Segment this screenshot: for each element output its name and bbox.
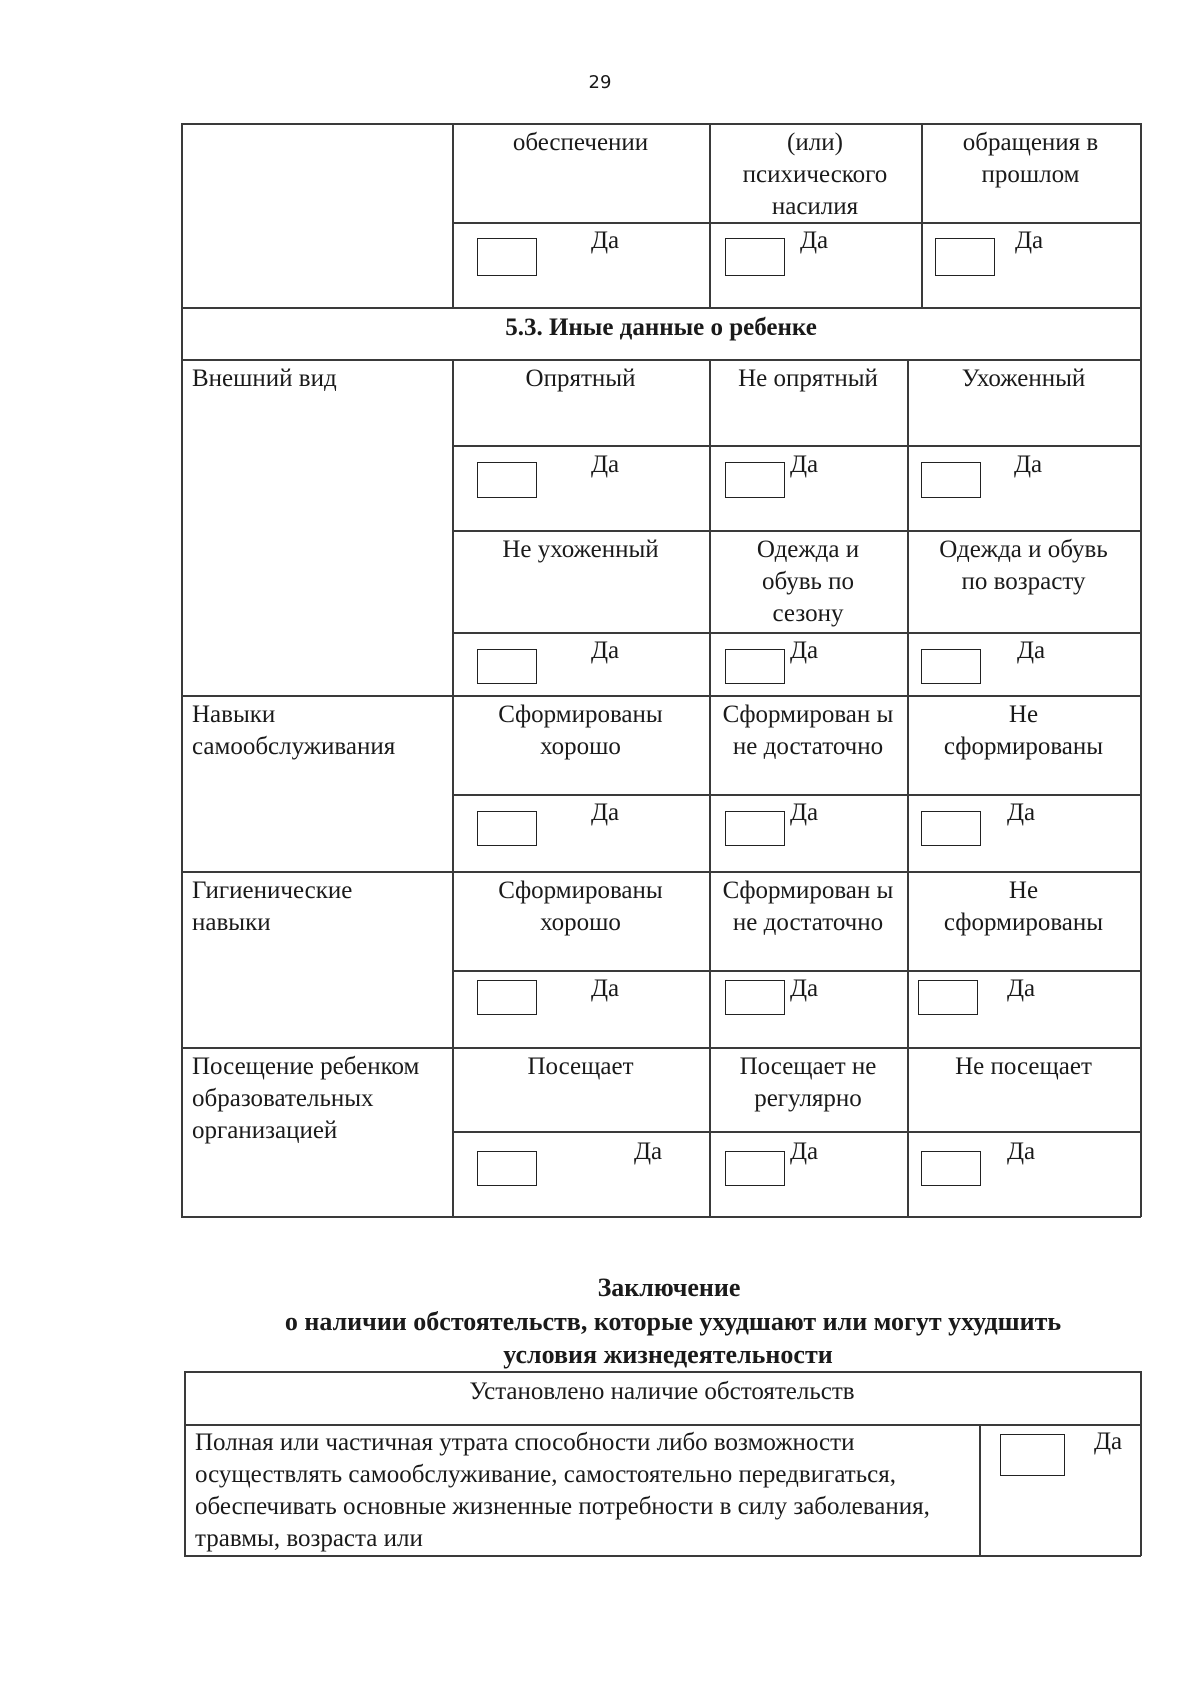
checkbox[interactable] xyxy=(921,649,981,684)
checkbox[interactable] xyxy=(725,649,785,684)
option-formed-insufficiently: Сформирован ы не достаточно xyxy=(722,877,894,936)
da-label: Да xyxy=(1007,975,1036,1002)
conclusion-subtitle: условия жизнедеятельности xyxy=(503,1340,833,1369)
da-label: Да xyxy=(790,451,819,478)
cell-obespechenii: обеспечении xyxy=(512,129,649,156)
da-label: Да xyxy=(591,637,620,664)
conclusion-title: Заключение xyxy=(597,1273,741,1302)
circumstance-text: Полная или частичная утрата способности либо возможности осуществлять самообслуживание, самостоятельно передвигаться, обеспечивать основные жизненные потребности в силу заболевания, травмы, возраста или xyxy=(195,1429,930,1552)
da-label: Да xyxy=(790,975,819,1002)
da-label: Да xyxy=(591,227,620,254)
checkbox[interactable] xyxy=(477,462,537,498)
label-hygiene: Гигиенические навыки xyxy=(192,877,353,936)
page-number: 29 xyxy=(588,72,612,93)
checkbox[interactable] xyxy=(725,462,785,498)
da-label: Да xyxy=(591,799,620,826)
checkbox[interactable] xyxy=(477,811,537,846)
cell-past-appeals: обращения в прошлом xyxy=(962,129,1099,188)
conclusion-subtitle: о наличии обстоятельств, которые ухудшают или могут ухудшить xyxy=(284,1307,1062,1336)
option-not-neat: Не опрятный xyxy=(738,365,878,392)
label-self-care: Навыки самообслуживания xyxy=(192,701,396,760)
section-title: 5.3. Иные данные о ребенке xyxy=(505,314,817,341)
da-label: Да xyxy=(591,975,620,1002)
option-formed-well: Сформированы хорошо xyxy=(498,701,663,760)
label-school-attendance: Посещение ребенком образовательных организацией xyxy=(192,1053,420,1144)
checkbox[interactable] xyxy=(477,980,537,1015)
checkbox[interactable] xyxy=(921,1151,981,1186)
option-does-not-attend: Не посещает xyxy=(955,1053,1092,1080)
option-age-clothing: Одежда и обувь по возрасту xyxy=(939,536,1108,595)
circumstances-header: Установлено наличие обстоятельств xyxy=(469,1378,855,1405)
checkbox[interactable] xyxy=(918,980,978,1015)
checkbox[interactable] xyxy=(1000,1434,1065,1476)
da-label: Да xyxy=(1094,1428,1123,1455)
checkbox[interactable] xyxy=(725,1151,785,1186)
option-well-groomed: Ухоженный xyxy=(961,365,1086,392)
da-label: Да xyxy=(1007,1138,1036,1165)
option-not-formed: Не сформированы xyxy=(943,877,1104,936)
da-label: Да xyxy=(790,799,819,826)
checkbox[interactable] xyxy=(477,1151,537,1186)
checkbox[interactable] xyxy=(477,238,537,276)
da-label: Да xyxy=(790,637,819,664)
option-not-formed: Не сформированы xyxy=(943,701,1104,760)
option-seasonal-clothing: Одежда и обувь по сезону xyxy=(756,536,860,627)
da-label: Да xyxy=(1015,227,1044,254)
option-attends-irregularly: Посещает не регулярно xyxy=(739,1053,877,1112)
da-label: Да xyxy=(790,1138,819,1165)
da-label: Да xyxy=(591,451,620,478)
checkbox[interactable] xyxy=(725,980,785,1015)
option-neat: Опрятный xyxy=(525,365,636,392)
checkbox[interactable] xyxy=(477,649,537,684)
checkbox[interactable] xyxy=(921,462,981,498)
checkbox[interactable] xyxy=(935,238,995,276)
da-label: Да xyxy=(1014,451,1043,478)
option-attends: Посещает xyxy=(527,1053,634,1080)
option-formed-insufficiently: Сформирован ы не достаточно xyxy=(722,701,894,760)
label-appearance: Внешний вид xyxy=(192,365,337,392)
checkbox[interactable] xyxy=(921,811,981,846)
checkbox[interactable] xyxy=(725,238,785,276)
checkbox[interactable] xyxy=(725,811,785,846)
da-label: Да xyxy=(800,227,829,254)
option-not-groomed: Не ухоженный xyxy=(502,536,659,563)
option-formed-well: Сформированы хорошо xyxy=(498,877,663,936)
da-label: Да xyxy=(1017,637,1046,664)
cell-psychological-violence: (или) психического насилия xyxy=(742,129,888,220)
da-label: Да xyxy=(634,1138,663,1165)
da-label: Да xyxy=(1007,799,1036,826)
